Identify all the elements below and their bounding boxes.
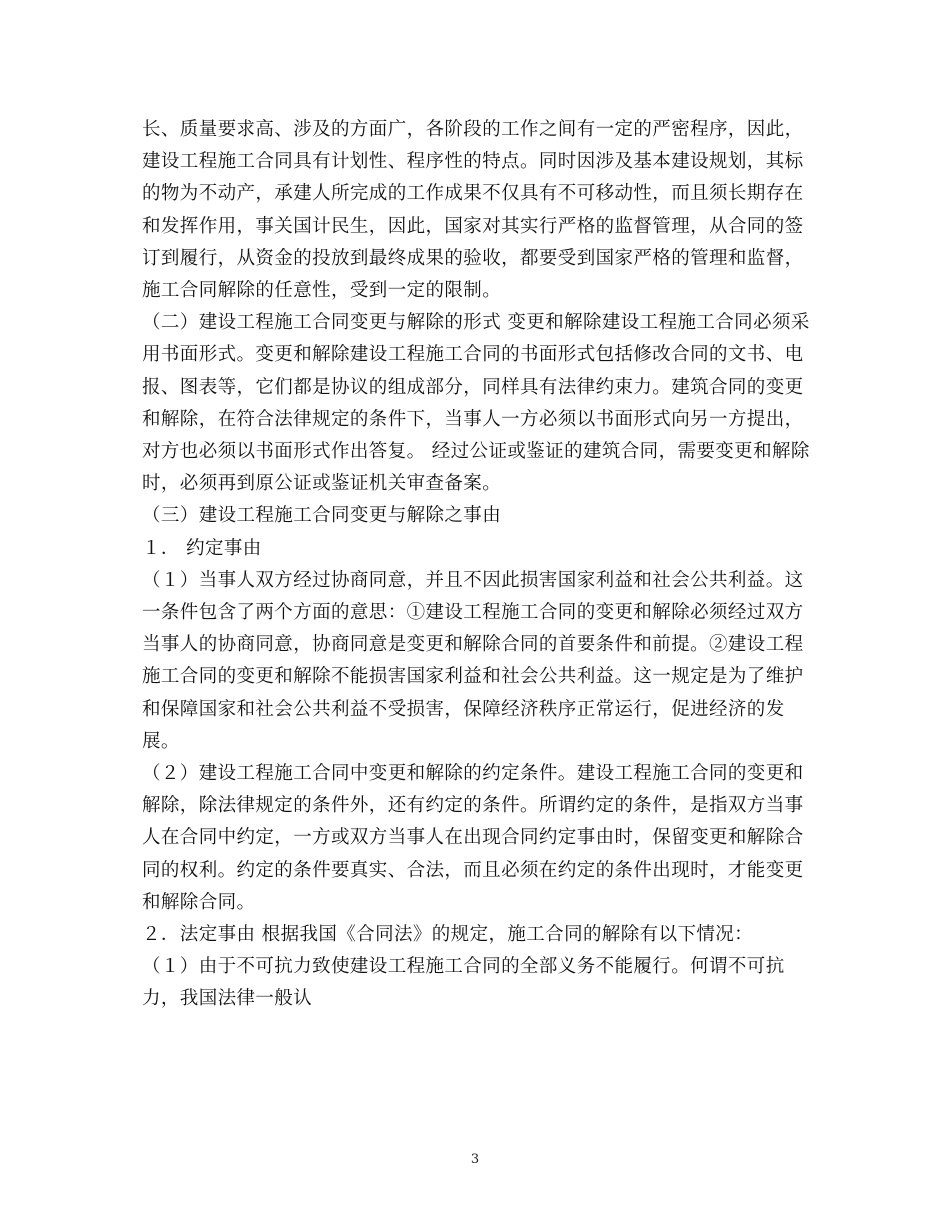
paragraph-item-1: （１）当事人双方经过协商同意，并且不因此损害国家利益和社会公共利益。这一条件包含了两个方面的意思：①建设工程施工合同的变更和解除必须经过双方当事人的协商同意，协商同意是变更和解除合同的首要条件和前提。②建设工程施工合同的变更和解除不能损害国家利益和社会公共利益。这一规定是为了维护和保障国家和社会公共利益不受损害，保障经济秩序正常运行，促进经济的发展。 [142, 569, 804, 752]
document-body [142, 114, 820, 1016]
subheading-agreed-causes: １． 约定事由 [142, 537, 262, 559]
subheading-legal-causes: ２．法定事由 根据我国《合同法》的规定，施工合同的解除有以下情况： [142, 924, 754, 946]
paragraph-force-majeure: （１）由于不可抗力致使建设工程施工合同的全部义务不能履行。何谓不可抗力，我国法律一般认 [142, 956, 785, 1010]
paragraph-2: （二）建设工程施工合同变更与解除的形式 变更和解除建设工程施工合同必须采用书面形式。变更和解除建设工程施工合同的书面形式包括修改合同的文书、电报、图表等，它们都是协议的组成部分，同样具有法律约束力。建筑合同的变更和解除，在符合法律规定的条件下，当事人一方必须以书面形式向另一方提出，对方也必须以书面形式作出答复。 经过公证或鉴证的建筑合同，需要变更和解除时，必须再到原公证或鉴证机关审查备案。 [142, 312, 810, 495]
paragraph-item-2: （２）建设工程施工合同中变更和解除的约定条件。建设工程施工合同的变更和解除，除法律规定的条件外，还有约定的条件。所谓约定的条件，是指双方当事人在合同中约定，一方或双方当事人在出现合同约定事由时，保留变更和解除合同的权利。约定的条件要真实、合法，而且必须在约定的条件出现时，才能变更和解除合同。 [142, 763, 804, 913]
paragraph-1: 长、质量要求高、涉及的方面广，各阶段的工作之间有一定的严密程序，因此，建设工程施工合同具有计划性、程序性的特点。同时因涉及基本建设规划，其标的物为不动产，承建人所完成的工作成果不仅具有不可移动性，而且须长期存在和发挥作用，事关国计民生，因此，国家对其实行严格的监督管理，从合同的签订到履行，从资金的投放到最终成果的验收，都要受到国家严格的管理和监督，施工合同解除的任意性，受到一定的限制。 [142, 119, 804, 302]
page-number: 3 [470, 1152, 480, 1167]
section-heading-3: （三）建设工程施工合同变更与解除之事由 [142, 505, 502, 527]
